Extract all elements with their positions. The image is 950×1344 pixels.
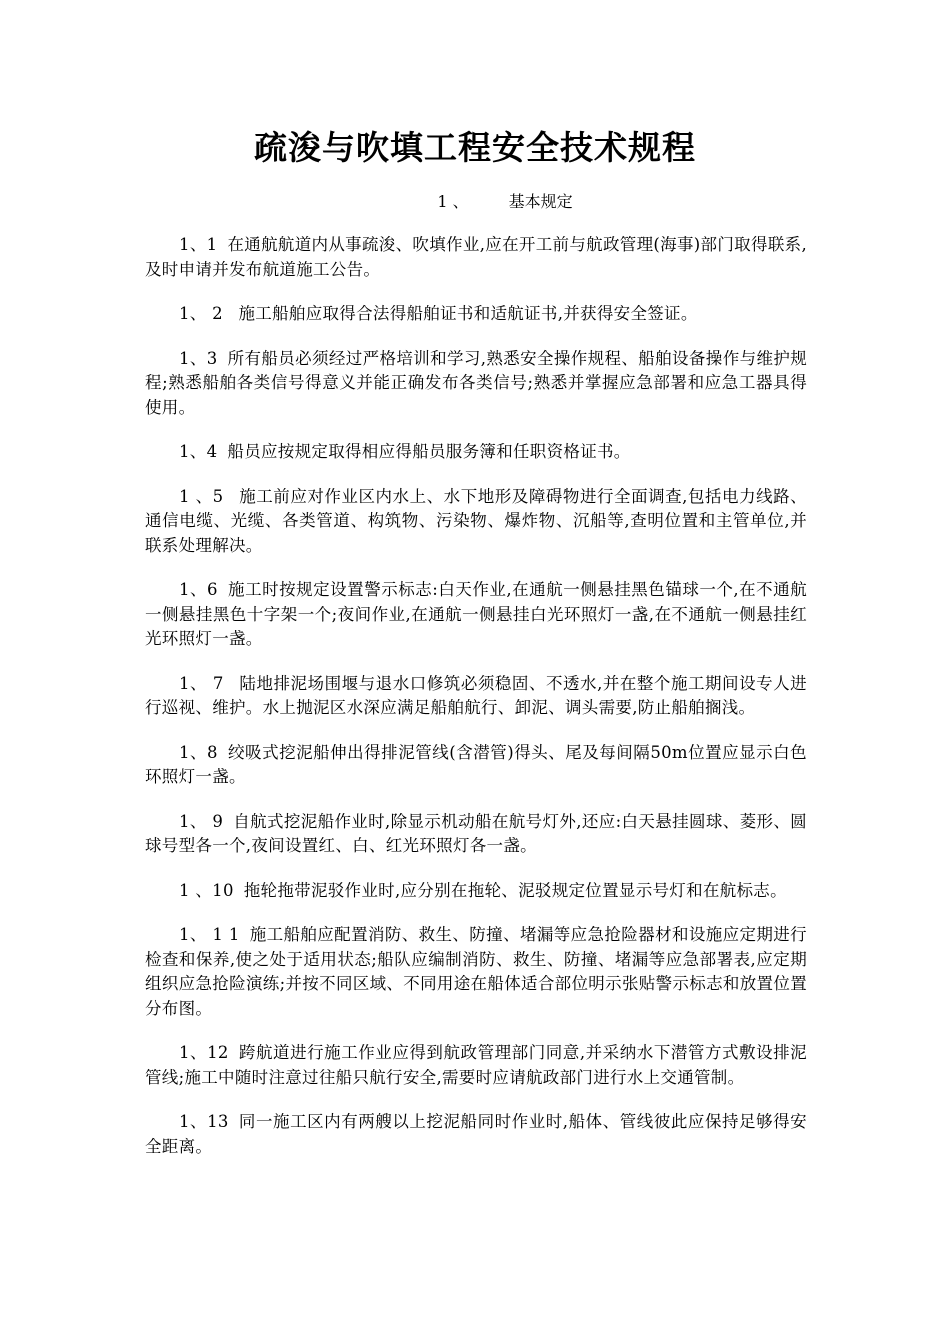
clause-text: 施工时按规定设置警示标志:白天作业,在通航一侧悬挂黑色锚球一个,在不通航一侧悬挂黑色十字架一个;夜间作业,在通航一侧悬挂白光环照灯一盏,在不通航一侧悬挂红光环照灯一盏。 — [145, 580, 807, 648]
section-label: 基本规定 — [508, 192, 573, 211]
clause-number: 1、 7 — [179, 673, 224, 693]
clause-paragraph — [145, 672, 807, 721]
clause-number: 1、12 — [179, 1043, 229, 1062]
clause-number: 1 、5 — [179, 486, 224, 506]
clause-paragraph — [145, 810, 807, 859]
document-body — [145, 233, 807, 1179]
clause-paragraph — [145, 440, 807, 465]
clause-number: 1、6 — [179, 580, 218, 599]
clause-paragraph — [145, 578, 807, 652]
clause-text: 跨航道进行施工作业应得到航政管理部门同意,并采纳水下潜管方式敷设排泥管线;施工中随时注意过往船只航行安全,需要时应请航政部门进行水上交通管制。 — [145, 1043, 807, 1087]
clause-text: 在通航航道内从事疏浚、吹填作业,应在开工前与航政管理(海事)部门取得联系,及时申请并发布航道施工公告。 — [145, 235, 807, 279]
clause-number: 1、3 — [179, 348, 218, 368]
clause-number: 1 、10 — [179, 880, 234, 900]
clause-text: 施工船舶应配置消防、救生、防撞、堵漏等应急抢险器材和设施应定期进行检查和保养,使之处于适用状态;船队应编制消防、救生、防撞、堵漏等应急部署表,应定期组织应急抢险演练;并按不同区域、不同用途在船体适合部位明示张贴警示标志和放置位置分布图。 — [145, 925, 807, 1018]
page-title: 疏浚与吹填工程安全技术规程 — [254, 128, 696, 167]
clause-number: 1、 2 — [179, 304, 223, 323]
clause-number: 1、 9 — [179, 811, 224, 831]
clause-text: 船员应按规定取得相应得船员服务簿和任职资格证书。 — [227, 442, 631, 461]
clause-text: 绞吸式挖泥船伸出得排泥管线(含潜管)得头、尾及每间隔50m位置应显示白色环照灯一盏。 — [145, 742, 807, 786]
clause-text: 拖轮拖带泥驳作业时,应分别在拖轮、泥驳规定位置显示号灯和在航标志。 — [243, 880, 787, 900]
clause-paragraph — [145, 1110, 807, 1159]
clause-number: 1、1 — [179, 235, 218, 254]
clause-paragraph — [145, 1041, 807, 1090]
clause-paragraph — [145, 233, 807, 282]
clause-text: 同一施工区内有两艘以上挖泥船同时作业时,船体、管线彼此应保持足够得安全距离。 — [145, 1112, 807, 1156]
clause-paragraph — [145, 879, 807, 904]
clause-paragraph — [145, 741, 807, 790]
clause-text: 所有船员必须经过严格培训和学习,熟悉安全操作规程、船舶设备操作与维护规程;熟悉船舶各类信号得意义并能正确发布各类信号;熟悉并掌握应急部署和应急工器具得使用。 — [145, 348, 807, 417]
clause-paragraph — [145, 302, 807, 327]
clause-text: 施工船舶应取得合法得船舶证书和适航证书,并获得安全签证。 — [232, 304, 698, 323]
clause-text: 自航式挖泥船作业时,除显示机动船在航号灯外,还应:白天悬挂圆球、菱形、圆球号型各一个,夜间设置红、白、红光环照灯各一盏。 — [145, 811, 807, 855]
section-heading — [0, 190, 950, 214]
clause-paragraph — [145, 347, 807, 421]
clause-text: 陆地排泥场围堰与退水口修筑必须稳固、不透水,并在整个施工期间设专人进行巡视、维护。水上抛泥区水深应满足船舶航行、卸泥、调头需要,防止船舶搁浅。 — [145, 673, 807, 717]
clause-text: 施工前应对作业区内水上、水下地形及障碍物进行全面调查,包括电力线路、通信电缆、光缆、各类管道、构筑物、污染物、爆炸物、沉船等,查明位置和主管单位,并联系处理解决。 — [145, 486, 807, 555]
clause-number: 1、 1 1 — [179, 925, 240, 944]
section-number: 1 、 — [437, 192, 469, 211]
clause-number: 1、4 — [179, 442, 218, 461]
clause-paragraph — [145, 485, 807, 559]
clause-number: 1、8 — [179, 742, 218, 762]
clause-number: 1、13 — [179, 1112, 229, 1131]
clause-paragraph — [145, 923, 807, 1021]
